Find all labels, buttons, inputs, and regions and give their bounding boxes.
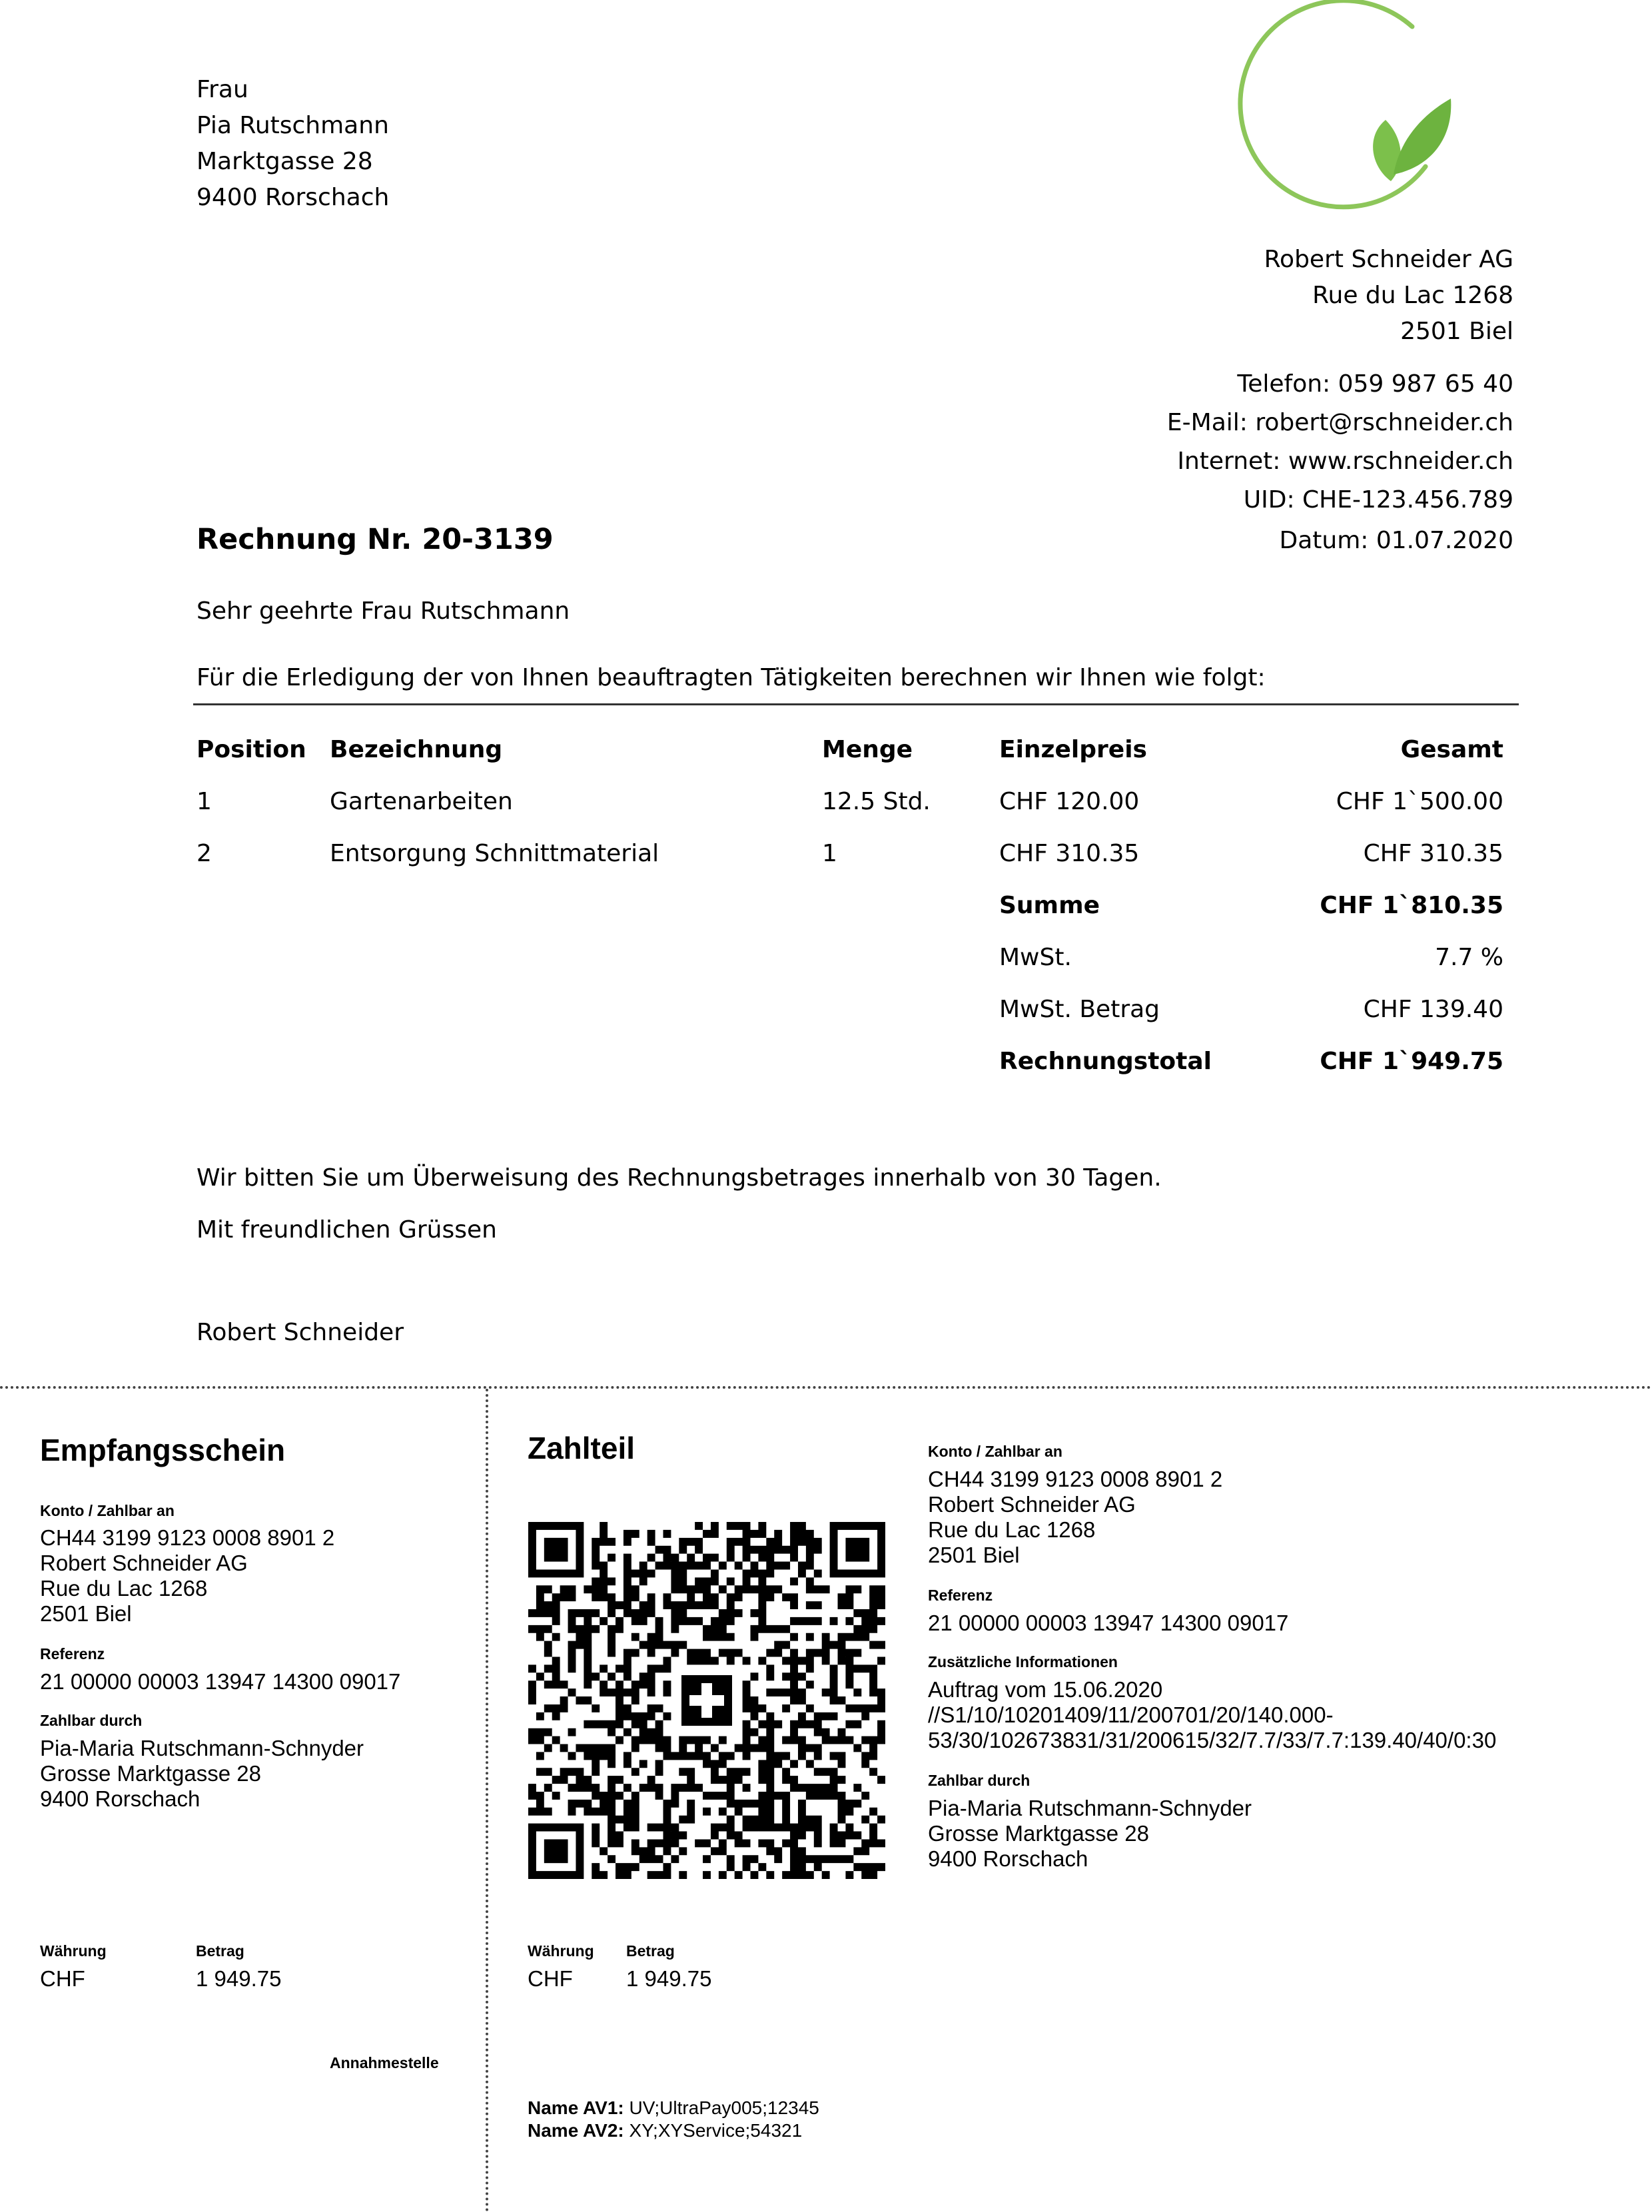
- receipt-account-label: Konto / Zahlbar an: [40, 1502, 175, 1519]
- payment-payer: [928, 1796, 1252, 1872]
- payment-payee: [928, 1467, 1222, 1568]
- receipt-payer-label: Zahlbar durch: [40, 1712, 143, 1729]
- additional-info-label: Zusätzliche Informationen: [928, 1653, 1118, 1670]
- cell-unit-price: CHF 310.35: [999, 840, 1140, 867]
- payment-reference: 21 00000 00003 13947 14300 09017: [928, 1611, 1289, 1635]
- sender-uid: UID: CHE-123.456.789: [1243, 486, 1513, 514]
- header-unit-price: Einzelpreis: [999, 736, 1147, 763]
- additional-info: [928, 1677, 1496, 1753]
- payment-currency: CHF: [528, 1966, 573, 1991]
- sum-label: Summe: [999, 892, 1100, 919]
- receipt-payer-street: Grosse Marktgasse 28: [40, 1761, 261, 1786]
- receipt-title: Empfangsschein: [40, 1433, 286, 1467]
- recipient-name: Pia Rutschmann: [197, 112, 389, 139]
- alternative-procedures: [528, 2097, 819, 2142]
- payment-note: Wir bitten Sie um Überweisung des Rechnungsbetrages innerhalb von 30 Tagen.: [197, 1164, 1162, 1192]
- payment-part-title: Zahlteil: [528, 1431, 635, 1465]
- additional-info-line: 53/30/102673831/31/200615/32/7.7/33/7.7:139.40/40/0:30: [928, 1728, 1497, 1752]
- receipt-amount-label: Betrag: [196, 1942, 244, 1960]
- sender-contact: [1167, 365, 1513, 520]
- header-position: Position: [197, 736, 306, 763]
- receipt-payee: [40, 1525, 334, 1627]
- invoice-title: Rechnung Nr. 20-3139: [197, 523, 554, 556]
- receipt-payee-name: Robert Schneider AG: [40, 1551, 248, 1575]
- intro-text: Für die Erledigung der von Ihnen beauftragten Tätigkeiten berechnen wir Ihnen wie folgt:: [197, 664, 1266, 691]
- cell-quantity: 12.5 Std.: [822, 788, 931, 815]
- invoice-total: CHF 1`949.75: [1320, 1048, 1503, 1075]
- cut-line-vertical: [486, 1389, 488, 2212]
- vat-amount-label: MwSt. Betrag: [999, 996, 1160, 1023]
- payment-amount: 1 949.75: [626, 1966, 712, 1991]
- qr-finder-pattern: [528, 1522, 584, 1577]
- av2-value: XY;XYService;54321: [629, 2120, 803, 2141]
- payment-payee-street: Rue du Lac 1268: [928, 1517, 1096, 1542]
- payment-payer-label: Zahlbar durch: [928, 1772, 1031, 1789]
- cell-total: CHF 1`500.00: [1336, 788, 1503, 815]
- signature: Robert Schneider: [197, 1319, 404, 1346]
- payment-payer-city: 9400 Rorschach: [928, 1846, 1088, 1871]
- payment-payer-name: Pia-Maria Rutschmann-Schnyder: [928, 1796, 1252, 1820]
- cell-unit-price: CHF 120.00: [999, 788, 1140, 815]
- payment-reference-label: Referenz: [928, 1587, 993, 1604]
- payment-iban: CH44 3199 9123 0008 8901 2: [928, 1467, 1223, 1491]
- sender-city: 2501 Biel: [1400, 318, 1513, 345]
- recipient-city: 9400 Rorschach: [197, 184, 390, 211]
- acceptance-point: Annahmestelle: [330, 2054, 439, 2071]
- cell-description: Entsorgung Schnittmaterial: [330, 840, 659, 867]
- payment-account-label: Konto / Zahlbar an: [928, 1443, 1062, 1460]
- av1-label: Name AV1:: [528, 2097, 624, 2118]
- receipt-reference-label: Referenz: [40, 1645, 105, 1662]
- av2-label: Name AV2:: [528, 2120, 624, 2141]
- invoice-total-label: Rechnungstotal: [999, 1048, 1212, 1075]
- cell-position: 1: [197, 788, 212, 815]
- receipt-amount: 1 949.75: [196, 1966, 282, 1991]
- swiss-cross-icon: [676, 1670, 737, 1731]
- vat-rate: 7.7 %: [1435, 944, 1503, 971]
- divider: [193, 703, 1519, 705]
- cell-description: Gartenarbeiten: [330, 788, 513, 815]
- av1-value: UV;UltraPay005;12345: [629, 2097, 819, 2118]
- recipient-street: Marktgasse 28: [197, 148, 373, 175]
- receipt-payer: [40, 1736, 364, 1812]
- additional-info-line: //S1/10/10201409/11/200701/20/140.000-: [928, 1702, 1334, 1727]
- receipt-payee-street: Rue du Lac 1268: [40, 1576, 208, 1601]
- sender-street: Rue du Lac 1268: [1312, 282, 1513, 309]
- cell-position: 2: [197, 840, 212, 867]
- additional-info-line: Auftrag vom 15.06.2020: [928, 1677, 1163, 1702]
- receipt-payer-name: Pia-Maria Rutschmann-Schnyder: [40, 1736, 364, 1760]
- receipt-currency: CHF: [40, 1966, 85, 1991]
- payment-payer-street: Grosse Marktgasse 28: [928, 1821, 1149, 1846]
- receipt-payer-city: 9400 Rorschach: [40, 1786, 201, 1811]
- cell-total: CHF 310.35: [1363, 840, 1503, 867]
- cell-quantity: 1: [822, 840, 837, 867]
- payment-currency-label: Währung: [528, 1942, 594, 1960]
- header-quantity: Menge: [822, 736, 913, 763]
- closing: Mit freundlichen Grüssen: [197, 1216, 497, 1244]
- sender-address: [1264, 242, 1513, 350]
- vat-amount: CHF 139.40: [1363, 996, 1503, 1023]
- leaf-logo-icon: [1219, 0, 1459, 220]
- header-description: Bezeichnung: [330, 736, 503, 763]
- payment-payee-name: Robert Schneider AG: [928, 1492, 1136, 1517]
- receipt-iban: CH44 3199 9123 0008 8901 2: [40, 1525, 335, 1550]
- vat-label: MwSt.: [999, 944, 1072, 971]
- receipt-payee-city: 2501 Biel: [40, 1601, 132, 1626]
- payment-payee-city: 2501 Biel: [928, 1543, 1020, 1567]
- sender-email[interactable]: E-Mail: robert@rschneider.ch: [1166, 409, 1513, 436]
- receipt-currency-label: Währung: [40, 1942, 107, 1960]
- qr-code-icon: [528, 1522, 885, 1879]
- qr-finder-pattern: [528, 1824, 584, 1879]
- receipt-reference: 21 00000 00003 13947 14300 09017: [40, 1669, 401, 1694]
- cut-line-horizontal: [0, 1386, 1652, 1389]
- greeting: Sehr geehrte Frau Rutschmann: [197, 597, 570, 625]
- recipient-address: [197, 72, 389, 216]
- sender-internet[interactable]: Internet: www.rschneider.ch: [1177, 448, 1513, 475]
- qr-finder-pattern: [830, 1522, 885, 1577]
- sum-value: CHF 1`810.35: [1320, 892, 1503, 919]
- sender-phone: Telefon: 059 987 65 40: [1237, 370, 1513, 398]
- sender-company: Robert Schneider AG: [1264, 246, 1513, 273]
- invoice-date: Datum: 01.07.2020: [1279, 527, 1513, 554]
- recipient-salutation: Frau: [197, 76, 248, 103]
- payment-amount-label: Betrag: [626, 1942, 675, 1960]
- header-total: Gesamt: [1400, 736, 1503, 763]
